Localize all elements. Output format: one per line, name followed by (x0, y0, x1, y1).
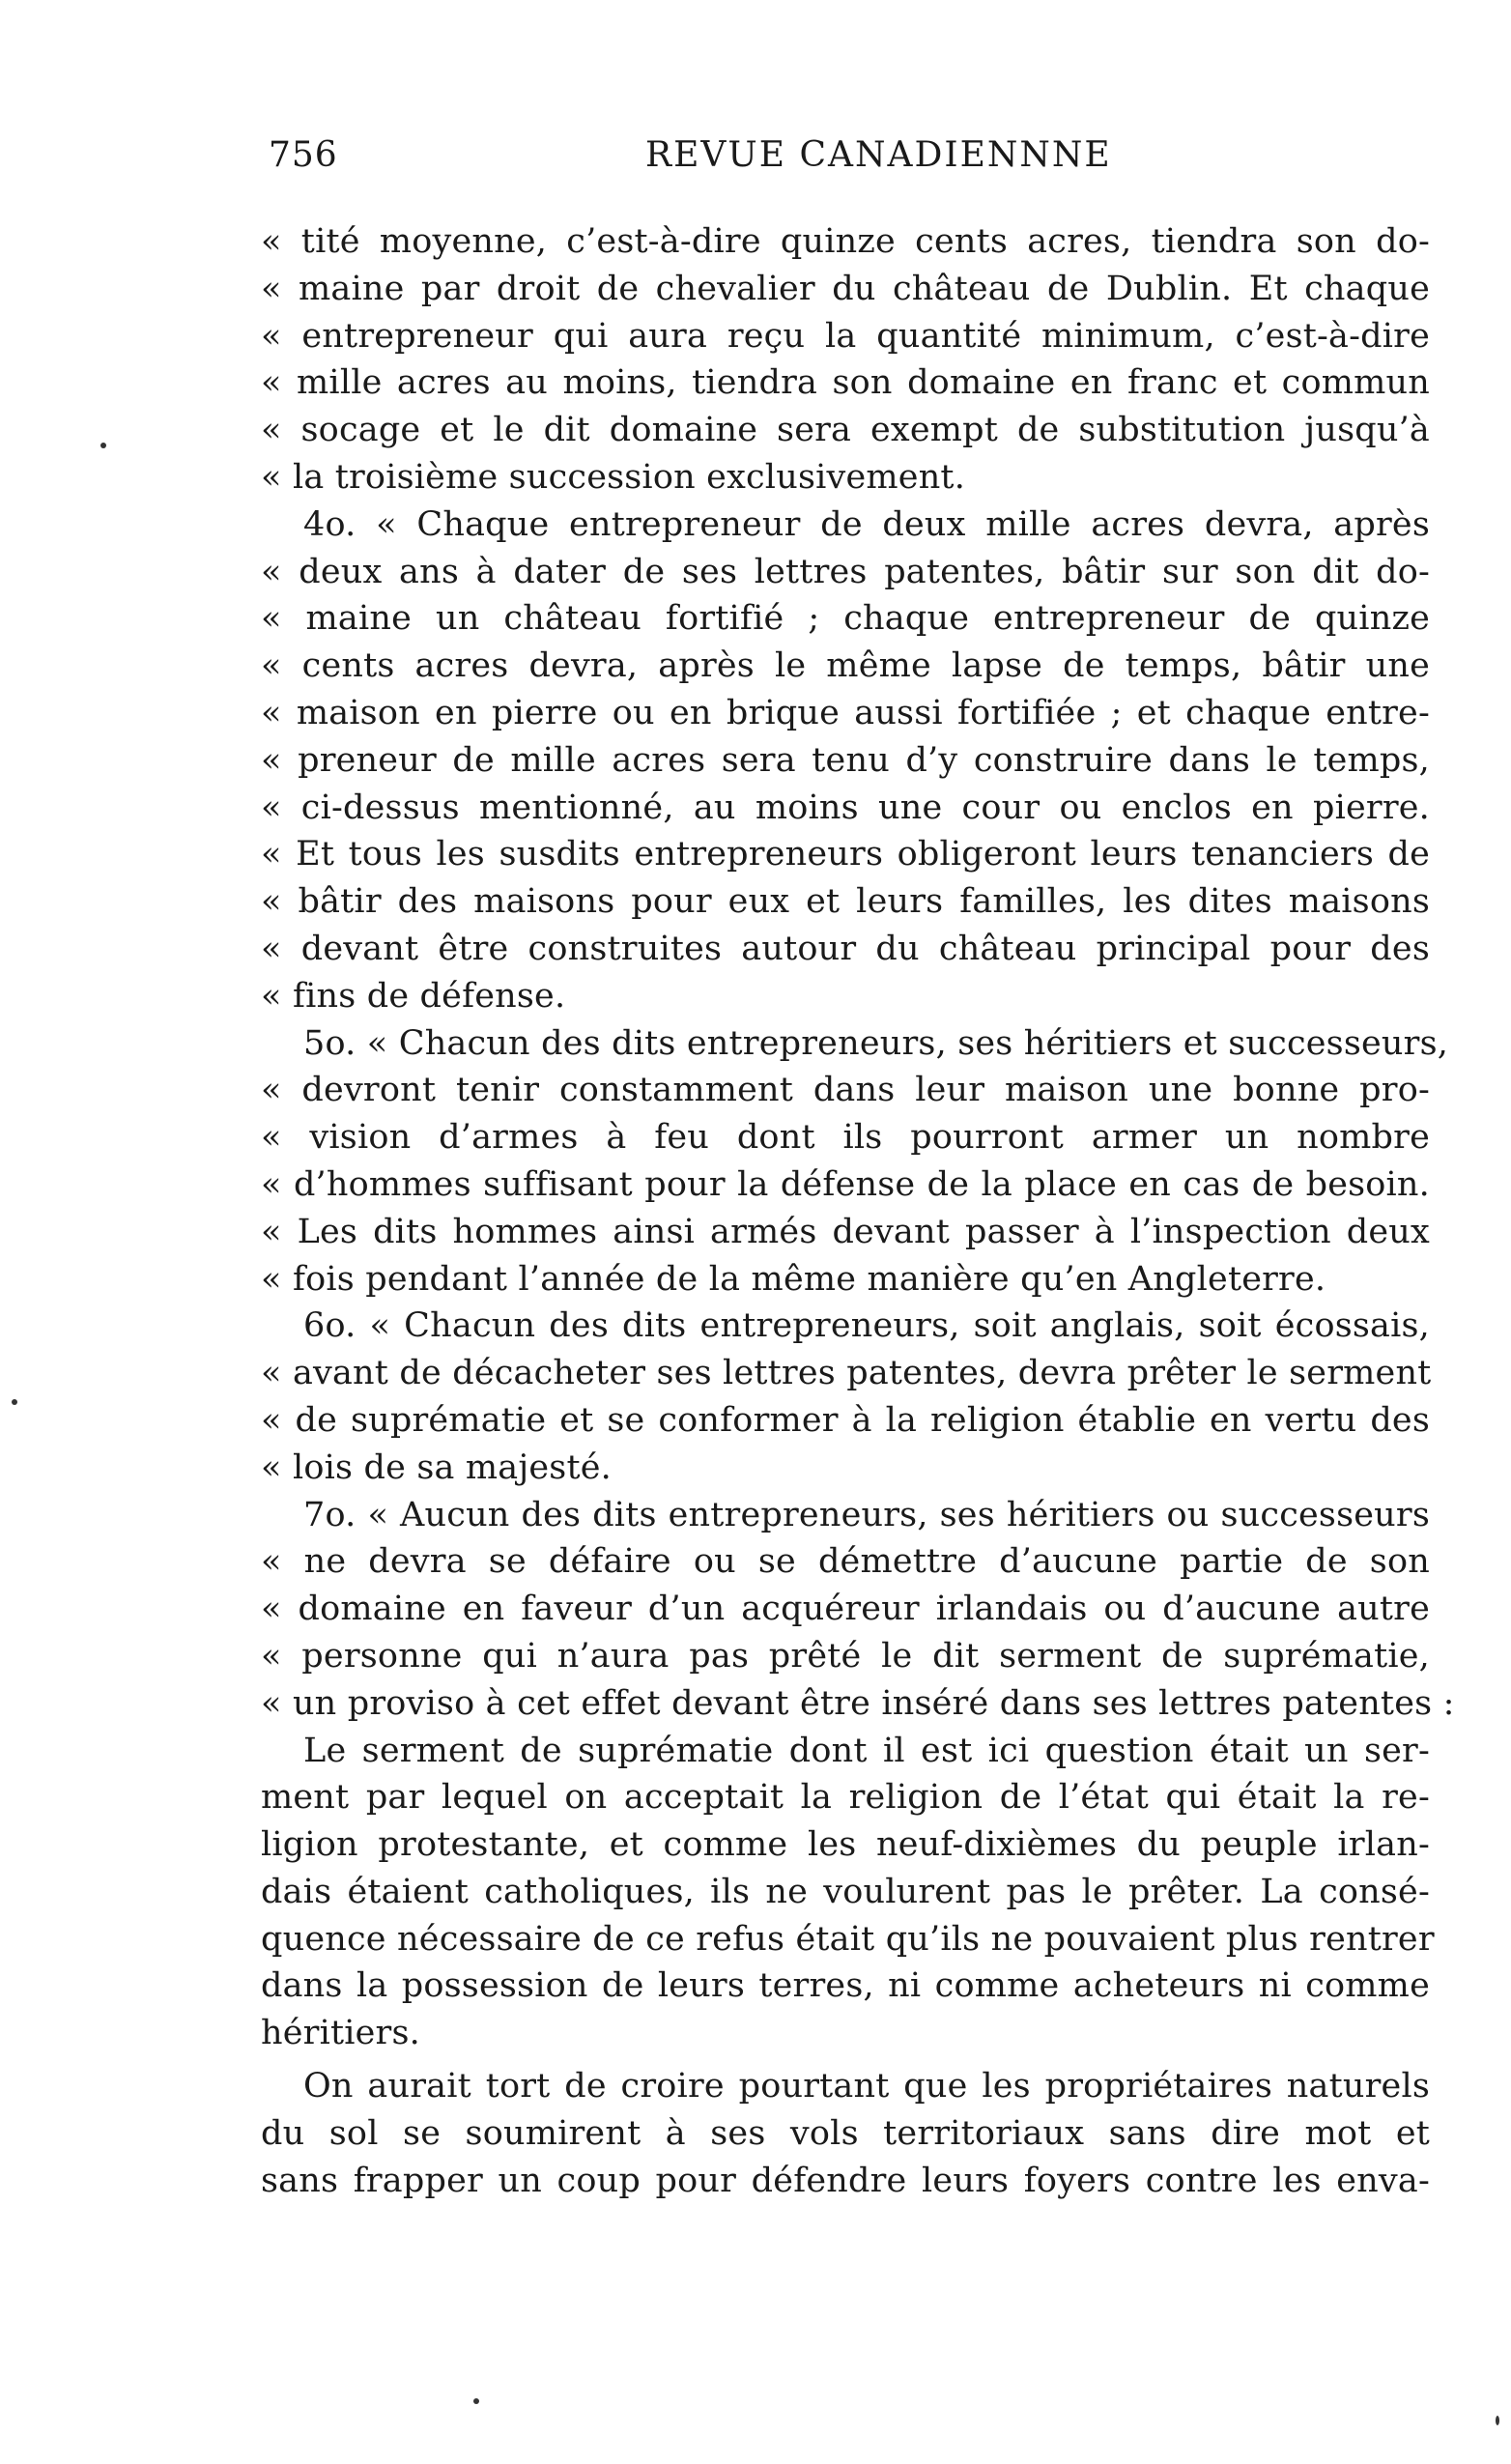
text-line: « lois de sa majesté. (261, 1447, 612, 1487)
text-line: « socage et le dit domaine sera exempt de substitution jusqu’à (261, 411, 1430, 450)
text-line: « un proviso à cet effet devant être inséré dans ses lettres patentes : (261, 1683, 1455, 1723)
text-line: « la troisième succession exclusivement. (261, 457, 966, 497)
text-line: dais étaient catholiques, ils ne voulurent pas le prêter. La consé- (261, 1872, 1430, 1911)
text-line: 7o. « Aucun des dits entrepreneurs, ses héritiers ou successeurs (303, 1495, 1430, 1534)
text-line: 6o. « Chacun des dits entrepreneurs, soit anglais, soit écossais, (303, 1306, 1430, 1346)
ink-speck (473, 2398, 479, 2404)
text-line: « maison en pierre ou en brique aussi fortifiée ; et chaque entre- (261, 693, 1430, 732)
text-line: « bâtir des maisons pour eux et leurs familles, les dites maisons (261, 882, 1430, 922)
text-line: Le serment de suprématie dont il est ici question était un ser- (303, 1731, 1430, 1770)
page-header (269, 135, 1428, 189)
text-line: « cents acres devra, après le même lapse de temps, bâtir une (261, 646, 1430, 686)
text-line: « mille acres au moins, tiendra son domaine en franc et commun (261, 363, 1430, 403)
text-line: « devant être construites autour du château principal pour des (261, 929, 1430, 968)
text-line: On aurait tort de croire pourtant que les propriétaires naturels (303, 2067, 1430, 2106)
text-line: « d’hommes suffisant pour la défense de la place en cas de besoin. (261, 1164, 1430, 1204)
text-line: « vision d’armes à feu dont ils pourront armer un nombre (261, 1118, 1430, 1158)
bleed-through-texture (222, 2255, 1382, 2294)
text-line: « fins de défense. (261, 976, 566, 1016)
text-line: « ne devra se défaire ou se démettre d’aucune partie de son (261, 1542, 1430, 1582)
text-line: « de suprématie et se conformer à la religion établie en vertu des (261, 1400, 1430, 1440)
text-line: « maine un château fortifié ; chaque entrepreneur de quinze (261, 599, 1430, 639)
text-line: « personne qui n’aura pas prêté le dit serment de suprématie, (261, 1636, 1430, 1676)
text-line: « fois pendant l’année de la même manière qu’en Angleterre. (261, 1259, 1326, 1299)
text-line: ligion protestante, et comme les neuf-dixièmes du peuple irlan- (261, 1825, 1430, 1865)
text-line: 4o. « Chaque entrepreneur de deux mille acres devra, après (303, 504, 1430, 544)
ink-speck (100, 443, 106, 448)
text-line: « ci-dessus mentionné, au moins une cour ou enclos en pierre. (261, 788, 1430, 827)
running-title: REVUE CANADIENNNE (645, 135, 1112, 175)
text-line: du sol se soumirent à ses vols territoriaux sans dire mot et (261, 2113, 1430, 2153)
text-line: quence nécessaire de ce refus était qu’ils ne pouvaient plus rentrer (261, 1919, 1435, 1959)
text-line: « Et tous les susdits entrepreneurs obligeront leurs tenanciers de (261, 835, 1430, 874)
text-line: « devront tenir constamment dans leur maison une bonne pro- (261, 1071, 1430, 1110)
bleed-through-texture (222, 2211, 1382, 2249)
text-line: ment par lequel on acceptait la religion de l’état qui était la re- (261, 1778, 1430, 1818)
page-number: 756 (269, 135, 338, 175)
text-line: « avant de décacheter ses lettres patentes, devra prêter le serment (261, 1354, 1432, 1393)
ink-speck (12, 1399, 17, 1405)
text-line: « tité moyenne, c’est-à-dire quinze cents acres, tiendra son do- (261, 222, 1430, 261)
body-text (261, 218, 1455, 2204)
text-line: « domaine en faveur d’un acquéreur irlandais ou d’aucune autre (261, 1590, 1430, 1629)
ink-speck (1496, 2416, 1499, 2425)
text-line: « maine par droit de chevalier du château de Dublin. Et chaque (261, 269, 1430, 308)
text-line: héritiers. (261, 2014, 420, 2053)
text-line: dans la possession de leurs terres, ni comme acheteurs ni comme (261, 1966, 1430, 2006)
text-line: « deux ans à dater de ses lettres patentes, bâtir sur son dit do- (261, 552, 1430, 591)
text-line: 5o. « Chacun des dits entrepreneurs, ses héritiers et successeurs, (303, 1023, 1449, 1063)
text-line: sans frapper un coup pour défendre leurs foyers contre les enva- (261, 2161, 1430, 2200)
text-line: « Les dits hommes ainsi armés devant passer à l’inspection deux (261, 1212, 1430, 1251)
text-line: « entrepreneur qui aura reçu la quantité minimum, c’est-à-dire (261, 316, 1430, 356)
text-line: « preneur de mille acres sera tenu d’y construire dans le temps, (261, 740, 1430, 780)
